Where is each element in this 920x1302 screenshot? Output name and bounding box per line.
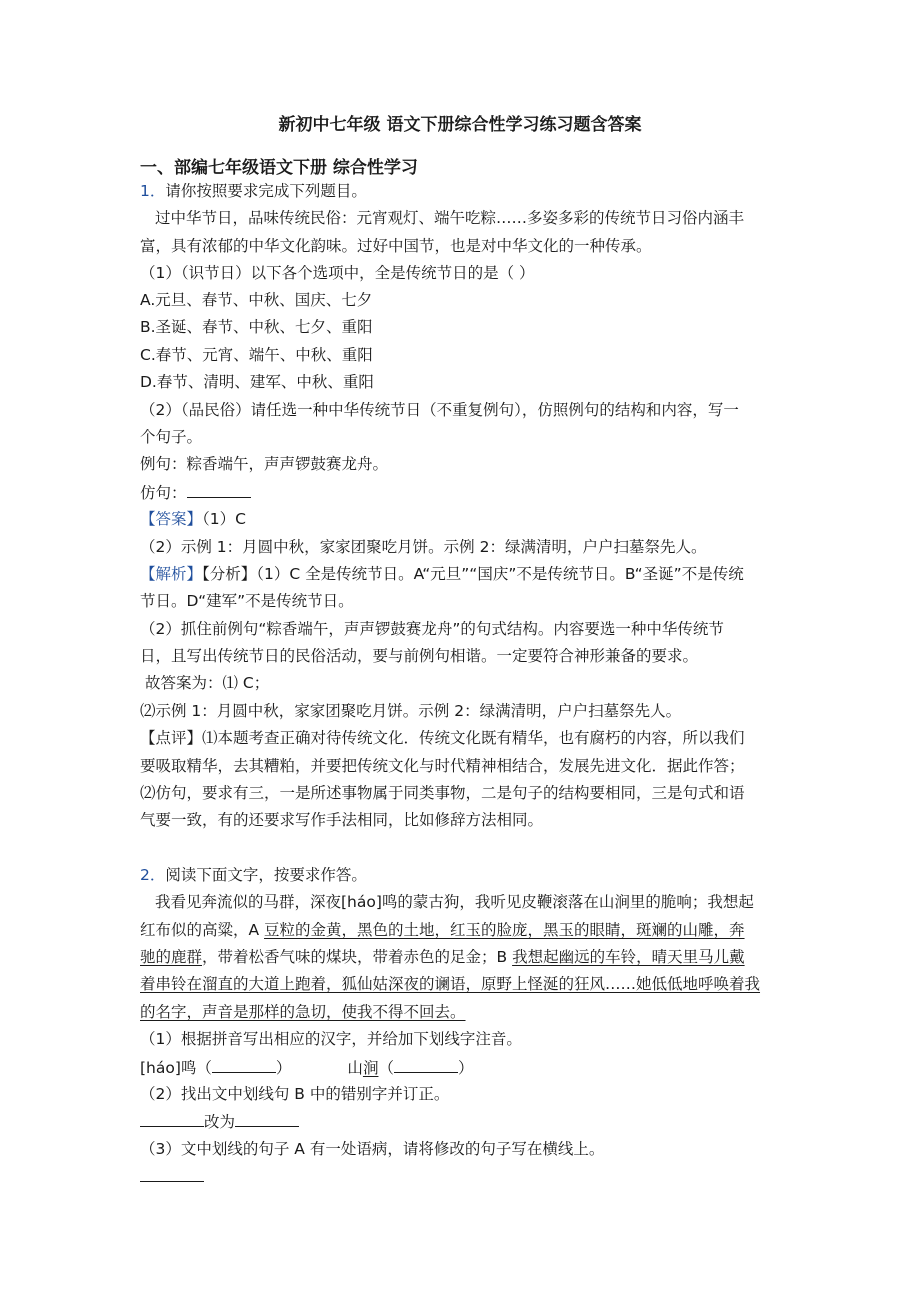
q2-passage-2a: 红布似的高粱，A <box>140 921 265 939</box>
q1-example: 例句：粽香端午，声声锣鼓赛龙舟。 <box>140 455 389 473</box>
q1-passage-2: 富，具有浓郁的中华文化韵味。过好中国节，也是对中华文化的一种传承。 <box>140 237 652 255</box>
q1-analysis-4: 日，且写出传统节日的民俗活动，要与前例句相谐。一定要符合神形兼备的要求。 <box>140 647 699 665</box>
q2-hao-blank <box>212 1056 276 1073</box>
q2-sub3: （3）文中划线的句子 A 有一处语病，请将修改的句子写在横线上。 <box>140 1140 605 1158</box>
q2-sub2: （2）找出文中划线句 B 中的错别字并订正。 <box>140 1085 450 1103</box>
q1-sub2-1: （2）（品民俗）请任选一种中华传统节日（不重复例句），仿照例句的结构和内容，写一 <box>140 401 739 419</box>
q2-passage-3b: ，带着松香气味的煤块，带着赤色的足金；B <box>202 948 513 966</box>
q1-comment-3: ⑵仿句，要求有三，一是所述事物属于同类事物，二是句子的结构要相同，三是句式和语 <box>140 784 745 802</box>
q2-prompt: 阅读下面文字，按要求作答。 <box>165 866 367 884</box>
q2-sub1-blanks <box>140 1056 473 1079</box>
q1-analysis-3: （2）抓住前例句“粽香端午，声声锣鼓赛龙舟”的句式结构。内容要选一种中华传统节 <box>140 620 724 638</box>
section-heading: 一、部编七年级语文下册 综合性学习 <box>140 158 418 178</box>
q1-analysis-line <box>140 563 744 585</box>
q1-comment-4: 气要一致，有的还要求写作手法相同，比如修辞方法相同。 <box>140 811 544 829</box>
q1-passage-1: 过中华节日，品味传统民俗：元宵观灯、端午吃粽……多姿多彩的传统节日习俗内涵丰 <box>155 209 745 227</box>
q1-sub2-2: 个句子。 <box>140 428 203 446</box>
q2-sentence-b-mid: 着串铃在溜直的大道上跑着，狐仙姑深夜的谰语，原野上怪涎的狂风……她低低地呼唤着我 <box>140 975 761 993</box>
q1-comment-2: 要吸取精华，去其糟粕，并要把传统文化与时代精神相结合，发展先进文化．据此作答； <box>140 757 745 775</box>
q2-wrong-char-blank <box>140 1110 204 1127</box>
q2-passage-1: 我看见奔流似的马群，深夜[háo]鸣的蒙古狗，我听见皮鞭滚落在山涧里的脆响；我想起 <box>155 893 754 911</box>
q1-imitate-line <box>140 481 251 504</box>
q1-answer-line <box>140 508 246 530</box>
q1-analysis-2: 节日。D“建军”不是传统节日。 <box>140 592 354 610</box>
q1-option-a: A.元旦、春节、中秋、国庆、七夕 <box>140 291 373 309</box>
q1-sub1: （1）（识节日）以下各个选项中，全是传统节日的是（ ） <box>140 264 535 282</box>
q2-hao-label: [háo]鸣（ <box>140 1059 212 1077</box>
q1-comment-1: 【点评】⑴本题考查正确对待传统文化．传统文化既有精华，也有腐朽的内容，所以我们 <box>140 729 745 747</box>
q1-answer-2: （2）示例 1：月圆中秋，家家团聚吃月饼。示例 2：绿满清明，户户扫墓祭先人。 <box>140 538 707 556</box>
q1-analysis-tag: 【解析】 <box>140 565 203 583</box>
q1-option-c: C.春节、元宵、端午、中秋、重阳 <box>140 346 373 364</box>
q2-jian-close: ） <box>457 1059 474 1077</box>
q2-change-label: 改为 <box>204 1113 236 1131</box>
q1-imitate-label: 仿句： <box>140 484 187 502</box>
q2-hao-close: ） <box>275 1059 292 1077</box>
q2-sub1: （1）根据拼音写出相应的汉字，并给加下划线字注音。 <box>140 1030 522 1048</box>
q1-prompt: 请你按照要求完成下列题目。 <box>165 182 367 200</box>
q1-answer-1: （1）C <box>202 510 246 528</box>
q2-sub2-blanks <box>140 1110 299 1133</box>
q2-sub3-blank <box>140 1165 204 1182</box>
q1-option-b: B.圣诞、春节、中秋、七夕、重阳 <box>140 318 373 336</box>
q1-imitate-blank <box>187 481 251 498</box>
q1-number: 1． <box>140 182 166 200</box>
q2-jian-open: （ <box>378 1059 394 1077</box>
q1-final-1: 故答案为：⑴ C； <box>145 674 270 692</box>
q2-passage-2 <box>140 919 745 941</box>
q2-jian-blank <box>394 1056 458 1073</box>
q2-sub3-answer-line <box>140 1165 204 1188</box>
q2-shan-char: 山 <box>347 1059 363 1077</box>
q2-sentence-a-end: 驰的鹿群 <box>140 948 203 966</box>
q2-number: 2． <box>140 866 166 884</box>
q2-correct-char-blank <box>235 1110 299 1127</box>
q2-sentence-a-start: 豆粒的金黄，黑色的土地，红玉的脸庞，黑玉的眼睛，斑斓的山雕，奔 <box>264 921 745 939</box>
q2-passage-3 <box>140 946 745 968</box>
q1-answer-tag: 【答案】 <box>140 510 203 528</box>
q2-sentence-b-start: 我想起幽远的车铃，晴天里马儿戴 <box>512 948 745 966</box>
document-title: 新初中七年级 语文下册综合性学习练习题含答案 <box>278 115 642 135</box>
q2-prompt-line <box>140 864 367 886</box>
q1-prompt-line <box>140 180 367 202</box>
q2-jian-char: 涧 <box>362 1059 379 1077</box>
q1-option-d: D.春节、清明、建军、中秋、重阳 <box>140 373 374 391</box>
q2-sentence-b-end: 的名字，声音是那样的急切，使我不得不回去。 <box>140 1003 466 1021</box>
q1-final-2: ⑵示例 1：月圆中秋，家家团聚吃月饼。示例 2：绿满清明，户户扫墓祭先人。 <box>140 702 682 720</box>
q1-analysis-1: 【分析】（1）C 全是传统节日。A“元旦”“国庆”不是传统节日。B“圣诞”不是传统 <box>202 565 744 583</box>
